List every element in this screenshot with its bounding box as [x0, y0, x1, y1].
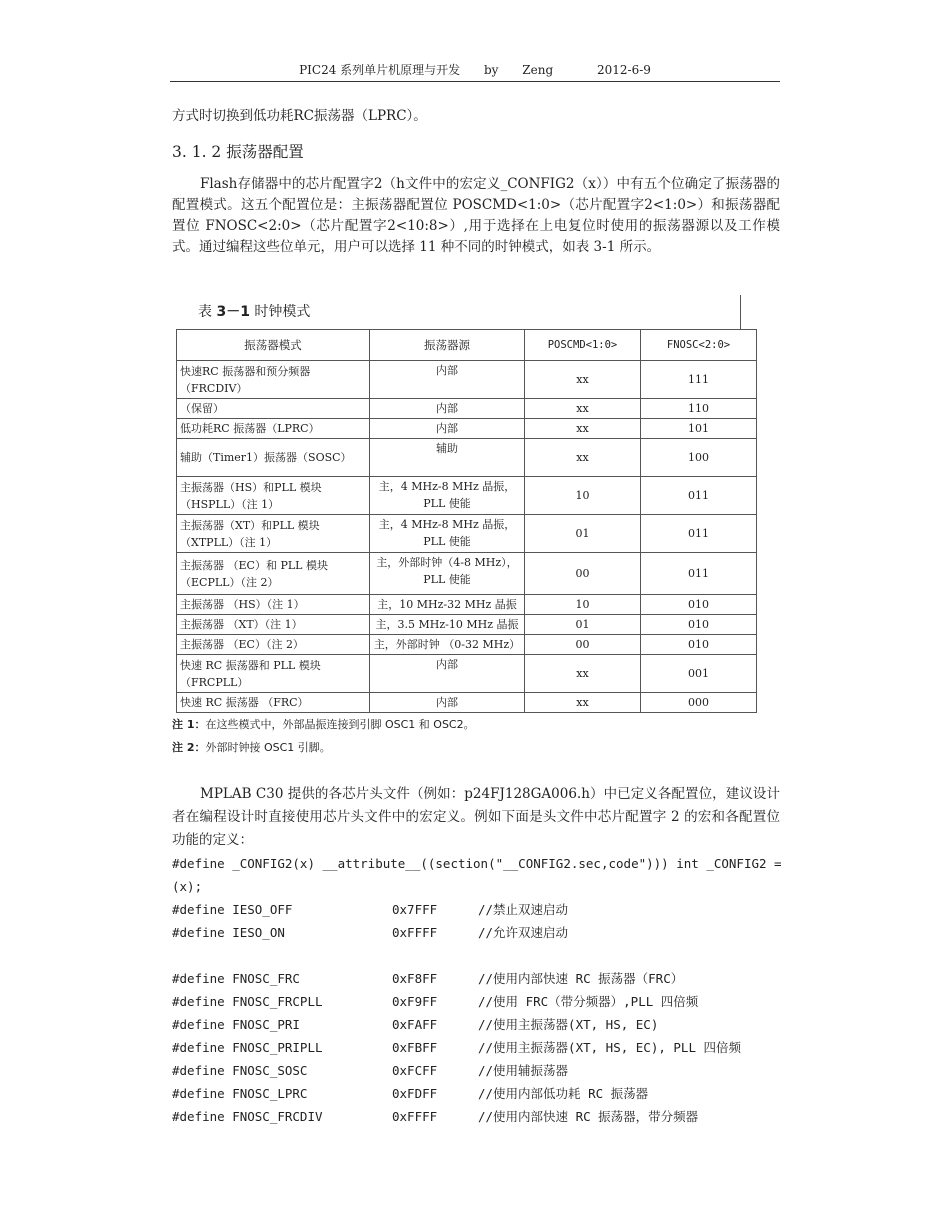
cell-poscmd: xx — [525, 419, 641, 439]
cell-mode: 主振荡器 （EC）和 PLL 模块（ECPLL）（注 2） — [177, 553, 370, 595]
header-date: 2012-6-9 — [596, 63, 651, 77]
cell-poscmd: 00 — [525, 635, 641, 655]
cell-source: 内部 — [370, 361, 525, 399]
cell-source: 主，4 MHz-8 MHz 晶振，PLL 使能 — [370, 515, 525, 553]
define-comment: //使用内部低功耗 RC 振荡器 — [478, 1086, 649, 1101]
header-osc-mode: 振荡器模式 — [177, 330, 370, 361]
define-name: #define FNOSC_FRCDIV — [172, 1109, 323, 1124]
cell-fnosc: 010 — [641, 595, 757, 615]
table-row — [177, 419, 757, 439]
cell-fnosc: 010 — [641, 635, 757, 655]
cell-poscmd: xx — [525, 693, 641, 713]
note-1-text: 在这些模式中，外部晶振连接到引脚 OSC1 和 OSC2。 — [205, 718, 475, 731]
table-row — [177, 635, 757, 655]
header-title: PIC24 系列单片机原理与开发 — [299, 63, 461, 77]
define-comment: //使用内部快速 RC 振荡器（FRC） — [478, 971, 684, 986]
table-row — [177, 399, 757, 419]
define-row — [172, 921, 782, 944]
define-name: #define FNOSC_SOSC — [172, 1063, 308, 1078]
note-1-label: 注 1： — [172, 718, 206, 731]
table-row — [177, 655, 757, 693]
cell-mode: 主振荡器（HS）和PLL 模块（HSPLL）（注 1） — [177, 477, 370, 515]
cell-fnosc: 110 — [641, 399, 757, 419]
cell-mode: 快速RC 振荡器和预分频器（FRCDIV） — [177, 361, 370, 399]
note-2-label: 注 2： — [172, 741, 206, 754]
cell-fnosc: 000 — [641, 693, 757, 713]
define-name: #define FNOSC_FRCPLL — [172, 994, 323, 1009]
page-header — [170, 61, 780, 82]
define-value: 0xFDFF — [392, 1086, 438, 1101]
define-row — [172, 1082, 782, 1105]
cell-fnosc: 011 — [641, 477, 757, 515]
cell-poscmd: 01 — [525, 515, 641, 553]
cell-mode: 快速 RC 振荡器和 PLL 模块（FRCPLL） — [177, 655, 370, 693]
header-poscmd: POSCMD<1:0> — [525, 330, 641, 361]
cell-source: 主，3.5 MHz-10 MHz 晶振 — [370, 615, 525, 635]
cell-fnosc: 100 — [641, 439, 757, 477]
define-value: 0xF9FF — [392, 994, 438, 1009]
define-name: #define IESO_ON — [172, 925, 285, 940]
cell-source: 主，外部时钟（4-8 MHz），PLL 使能 — [370, 553, 525, 595]
cell-fnosc: 011 — [641, 515, 757, 553]
caption-number: 3－1 — [216, 304, 250, 320]
define-value: 0xFFFF — [392, 1109, 438, 1124]
note-1 — [172, 716, 475, 732]
define-comment: //允许双速启动 — [478, 925, 569, 940]
define-row — [172, 1105, 782, 1128]
define-value: 0xFBFF — [392, 1040, 438, 1055]
table-row — [177, 693, 757, 713]
table-frame-line — [740, 295, 741, 329]
paragraph-mplab: MPLAB C30 提供的各芯片头文件（例如：p24FJ128GA006.h）中已定义各配置位，建议设计者在编程设计时直接使用芯片头文件中的宏定义。例如下面是头文件中芯片配置字 2 的宏和各配置位功能的定义： — [172, 786, 780, 848]
header-author: Zeng — [522, 63, 554, 77]
define-value: 0x7FFF — [392, 902, 438, 917]
define-name: #define IESO_OFF — [172, 902, 293, 917]
clock-mode-table — [176, 329, 757, 713]
table-row — [177, 595, 757, 615]
cell-fnosc: 001 — [641, 655, 757, 693]
cell-poscmd: 00 — [525, 553, 641, 595]
caption-text: 时钟模式 — [249, 304, 311, 320]
caption-prefix: 表 — [198, 304, 217, 320]
cell-poscmd: 10 — [525, 595, 641, 615]
cell-source: 内部 — [370, 419, 525, 439]
cell-fnosc: 011 — [641, 553, 757, 595]
table-row — [177, 615, 757, 635]
table-row — [177, 553, 757, 595]
cell-source: 主，外部时钟 （0-32 MHz） — [370, 635, 525, 655]
cell-poscmd: xx — [525, 399, 641, 419]
define-config2-line: #define _CONFIG2(x) __attribute__((section("__CONFIG2.sec,code"))) int _CONFIG2 = (x); — [172, 856, 782, 894]
define-name: #define FNOSC_PRI — [172, 1017, 300, 1032]
define-value: 0xFCFF — [392, 1063, 438, 1078]
define-row — [172, 990, 782, 1013]
define-name: #define FNOSC_PRIPLL — [172, 1040, 323, 1055]
cell-fnosc: 010 — [641, 615, 757, 635]
cell-source: 内部 — [370, 399, 525, 419]
note-2-text: 外部时钟接 OSC1 引脚。 — [205, 741, 331, 754]
cell-mode: 辅助（Timer1）振荡器（SOSC） — [177, 439, 370, 477]
cell-source: 主，4 MHz-8 MHz 晶振，PLL 使能 — [370, 477, 525, 515]
cell-poscmd: xx — [525, 655, 641, 693]
define-value: 0xFFFF — [392, 925, 438, 940]
define-name: #define FNOSC_FRC — [172, 971, 300, 986]
define-comment: //使用主振荡器(XT, HS, EC), PLL 四倍频 — [478, 1040, 742, 1055]
section-heading: 3. 1. 2 振荡器配置 — [172, 143, 304, 161]
define-name: #define FNOSC_LPRC — [172, 1086, 308, 1101]
cell-source: 内部 — [370, 693, 525, 713]
cell-poscmd: 01 — [525, 615, 641, 635]
define-comment: //使用内部快速 RC 振荡器，带分频器 — [478, 1109, 699, 1124]
cell-poscmd: 10 — [525, 477, 641, 515]
cell-mode: 主振荡器 （HS）（注 1） — [177, 595, 370, 615]
cell-mode: 快速 RC 振荡器 （FRC） — [177, 693, 370, 713]
define-row — [172, 1059, 782, 1082]
table-caption — [198, 301, 310, 321]
header-fnosc: FNOSC<2:0> — [641, 330, 757, 361]
table-row — [177, 361, 757, 399]
define-row — [172, 1036, 782, 1059]
cell-source: 内部 — [370, 655, 525, 693]
paragraph-oscillator-config: Flash存储器中的芯片配置字2（h文件中的宏定义_CONFIG2（x））中有五个位确定了振荡器的配置模式。这五个配置位是：主振荡器配置位 POSCMD<1:0>（芯片配置字2<1:0>）和振荡器配置位 FNOSC<2:0>（芯片配置字2<10:8>）,用于选择在上电复位时使用的振荡器源以及工作模式。通过编程这些位单元，用户可以选择 11 种不同的时钟模式，如表 3-1 所示。 — [172, 176, 780, 255]
define-row — [172, 967, 782, 990]
cell-source: 辅助 — [370, 439, 525, 477]
cell-mode: 主振荡器 （EC）（注 2） — [177, 635, 370, 655]
define-row — [172, 1013, 782, 1036]
header-osc-source: 振荡器源 — [370, 330, 525, 361]
cell-mode: 低功耗RC 振荡器（LPRC） — [177, 419, 370, 439]
define-row — [172, 898, 782, 921]
header-by: by — [484, 63, 499, 77]
table-row — [177, 439, 757, 477]
define-value: 0xFAFF — [392, 1017, 438, 1032]
defines-ieso — [172, 898, 782, 944]
cell-poscmd: xx — [525, 439, 641, 477]
cell-poscmd: xx — [525, 361, 641, 399]
table-row — [177, 515, 757, 553]
cell-source: 主，10 MHz-32 MHz 晶振 — [370, 595, 525, 615]
cell-mode: 主振荡器 （XT）（注 1） — [177, 615, 370, 635]
define-value: 0xF8FF — [392, 971, 438, 986]
defines-fnosc — [172, 967, 782, 1128]
cell-mode: （保留） — [177, 399, 370, 419]
note-2 — [172, 739, 331, 755]
cell-mode: 主振荡器（XT）和PLL 模块（XTPLL）（注 1） — [177, 515, 370, 553]
table-header-row — [177, 330, 757, 361]
define-comment: //使用 FRC（带分频器）,PLL 四倍频 — [478, 994, 699, 1009]
cell-fnosc: 111 — [641, 361, 757, 399]
paragraph-continued: 方式时切换到低功耗RC振荡器（LPRC）。 — [172, 108, 427, 124]
define-comment: //使用主振荡器(XT, HS, EC) — [478, 1017, 659, 1032]
define-comment: //使用辅振荡器 — [478, 1063, 569, 1078]
cell-fnosc: 101 — [641, 419, 757, 439]
table-row — [177, 477, 757, 515]
define-comment: //禁止双速启动 — [478, 902, 569, 917]
